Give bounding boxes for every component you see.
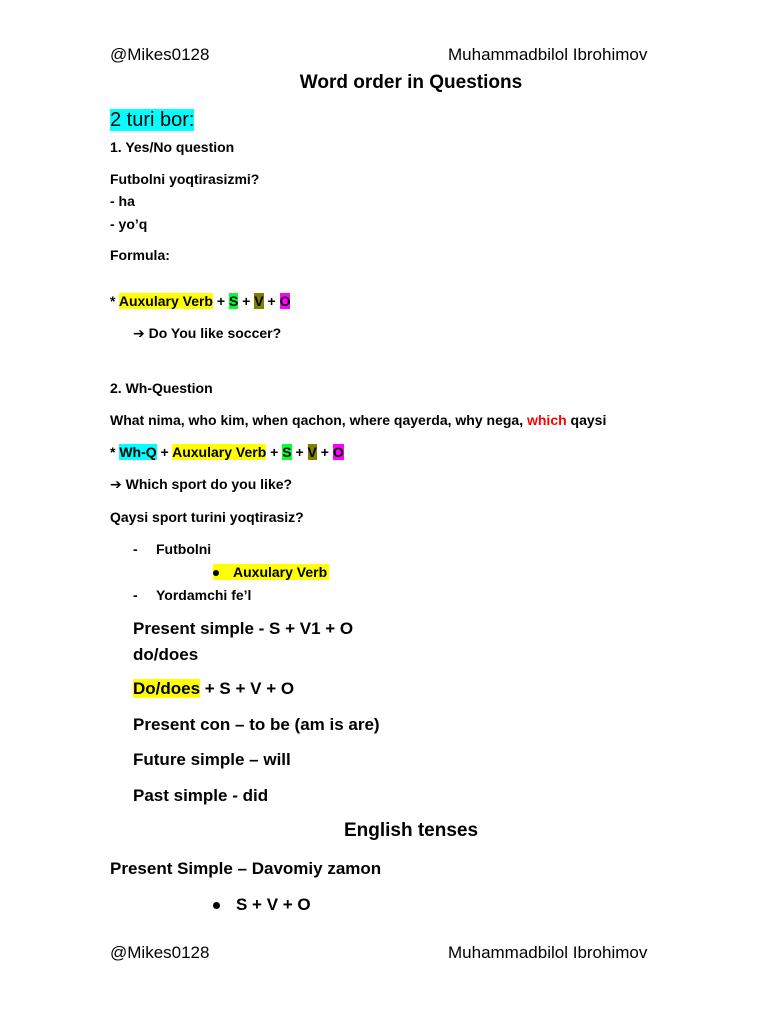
- present-con-line: Present con – to be (am is are): [133, 715, 380, 734]
- do-does-formula-rest: + S + V + O: [200, 679, 295, 698]
- formula-verb: V: [254, 293, 264, 309]
- bullet-item-text: S + V + O: [236, 895, 311, 914]
- section1-example-question: Futbolni yoqtirasizmi?: [110, 171, 260, 187]
- present-simple-heading: Present Simple – Davomiy zamon: [110, 859, 382, 878]
- list-item-yordamchi: Yordamchi fe’l: [156, 587, 252, 603]
- formula-verb: V: [307, 444, 317, 460]
- present-simple-line: Present simple - S + V1 + O: [133, 619, 354, 638]
- formula-subject: S: [282, 444, 292, 460]
- past-simple-line: Past simple - did: [133, 786, 269, 805]
- list-item-futbolni: Futbolni: [156, 541, 212, 557]
- wh-words: [110, 412, 606, 428]
- formula-subject: S: [228, 293, 239, 309]
- arrow-right-icon: ➔: [110, 476, 122, 492]
- do-does-highlight: Do/does: [133, 679, 201, 698]
- bullet-icon: [213, 902, 220, 909]
- wh-example: [110, 476, 292, 493]
- formula-plus: +: [156, 444, 173, 460]
- formula-aux-verb: Auxulary Verb: [172, 444, 267, 460]
- formula-label: Formula:: [110, 247, 170, 263]
- formula-object: O: [332, 444, 344, 460]
- list-subitem: [213, 564, 329, 580]
- arrow-right-icon: ➔: [133, 325, 145, 341]
- yes-no-formula: [110, 293, 290, 309]
- formula-aux-verb: Auxulary Verb: [118, 293, 213, 309]
- wh-formula: [110, 444, 344, 460]
- formula-plus: +: [291, 444, 308, 460]
- wh-words-text-end: qaysi: [566, 412, 607, 428]
- wh-example-text: Which sport do you like?: [125, 476, 293, 492]
- do-does-line: do/does: [133, 645, 199, 664]
- footer-author: Muhammadbilol Ibrohimov: [448, 943, 648, 962]
- yes-no-example: [133, 325, 281, 342]
- do-does-formula: [133, 679, 294, 699]
- answer-yes: - ha: [110, 193, 135, 209]
- intro-heading: [110, 109, 194, 132]
- formula-star: *: [110, 444, 120, 460]
- formula-plus: +: [316, 444, 333, 460]
- page-title: Word order in Questions: [299, 72, 523, 93]
- formula-object: O: [279, 293, 291, 309]
- formula-plus: +: [263, 293, 280, 309]
- header-handle: @Mikes0128: [110, 45, 210, 64]
- bullet-icon: [213, 570, 219, 576]
- wh-translation: Qaysi sport turini yoqtirasiz?: [110, 509, 304, 525]
- formula-plus: +: [212, 293, 229, 309]
- footer-handle: @Mikes0128: [110, 943, 210, 962]
- list-dash: -: [133, 587, 138, 603]
- answer-no: - yo’q: [110, 216, 148, 232]
- yes-no-example-text: Do You like soccer?: [148, 325, 282, 341]
- list-dash: -: [133, 541, 138, 557]
- formula-star: *: [110, 293, 119, 309]
- formula-plus: +: [266, 444, 283, 460]
- intro-heading-text: 2 turi bor:: [110, 109, 195, 131]
- future-simple-line: Future simple – will: [133, 750, 291, 769]
- wh-words-text: What nima, who kim, when qachon, where qayerda, why nega,: [110, 412, 527, 428]
- bullet-item: [213, 895, 311, 915]
- wh-word-which: which: [526, 412, 567, 428]
- subitem-aux-verb: Auxulary Verb: [233, 564, 328, 580]
- section2-heading: 2. Wh-Question: [110, 380, 213, 396]
- section1-heading: 1. Yes/No question: [110, 139, 235, 155]
- header-author: Muhammadbilol Ibrohimov: [448, 45, 648, 64]
- formula-wh-q: Wh-Q: [119, 444, 157, 460]
- subitem-highlight: [213, 564, 329, 580]
- formula-plus: +: [238, 293, 255, 309]
- english-tenses-heading: English tenses: [343, 820, 479, 841]
